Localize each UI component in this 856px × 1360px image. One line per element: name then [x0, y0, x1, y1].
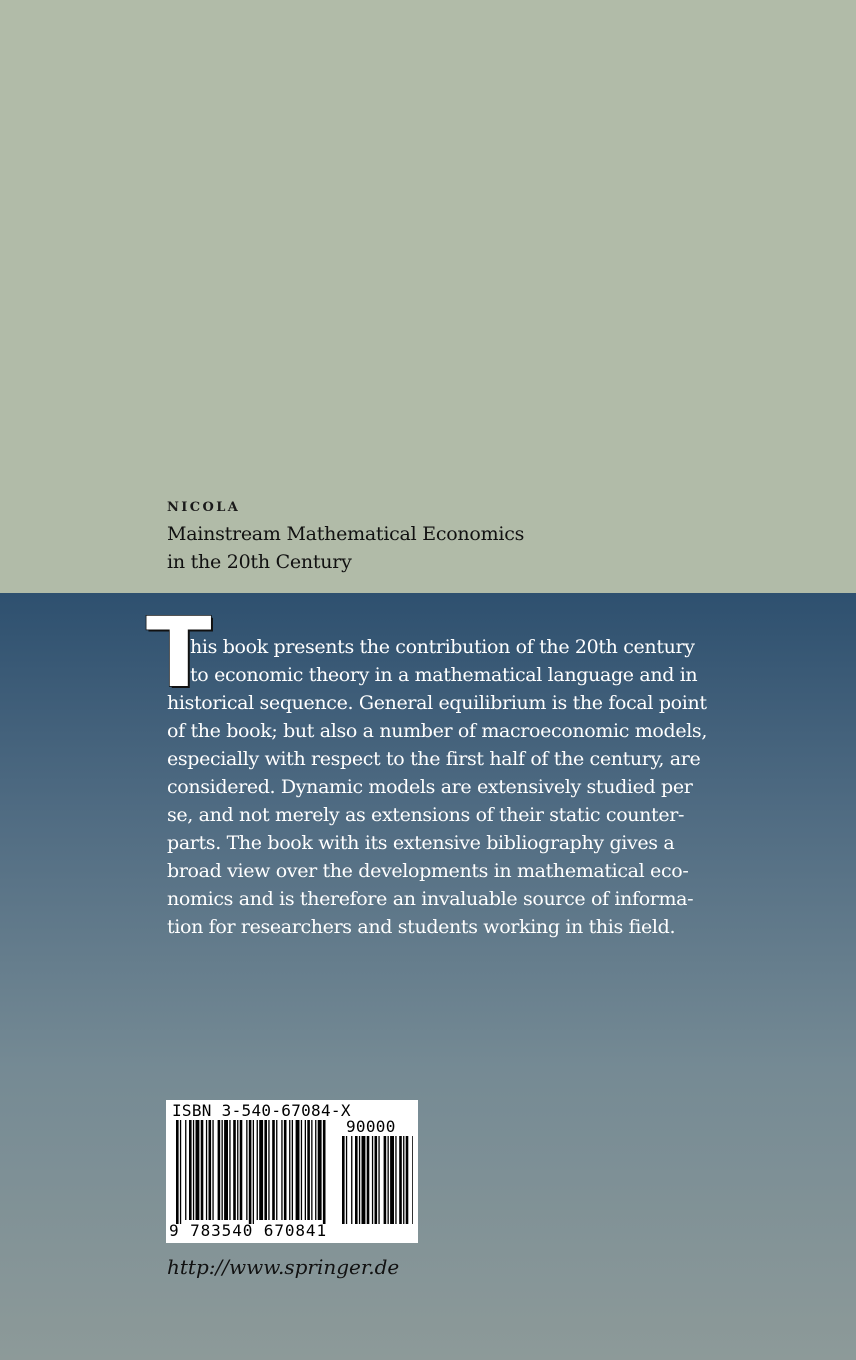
barcode-bar	[276, 1120, 277, 1220]
barcode-bar	[289, 1120, 290, 1220]
barcode-bar	[390, 1136, 394, 1224]
blurb-line: to economic theory in a mathematical language and in	[190, 664, 698, 686]
barcode-bar	[246, 1120, 247, 1220]
barcode-bar	[388, 1136, 389, 1224]
barcode-bar	[253, 1120, 254, 1224]
barcode-bar	[209, 1120, 212, 1220]
barcode-bar	[240, 1120, 243, 1220]
barcode-bar	[378, 1136, 379, 1224]
barcode-bar	[237, 1120, 238, 1220]
barcode-bar	[384, 1136, 387, 1224]
barcode-bar	[296, 1120, 300, 1220]
barcode-bar	[346, 1136, 347, 1224]
blurb-line: parts. The book with its extensive bibliography gives a	[167, 832, 675, 854]
barcode-bar	[355, 1136, 358, 1224]
barcode-bar	[264, 1120, 267, 1220]
barcode-bar	[403, 1136, 404, 1224]
blurb-line: historical sequence. General equilibrium is the focal point	[167, 692, 707, 714]
blurb-line: of the book; but also a number of macroeconomic models,	[167, 720, 708, 742]
barcode-bar	[367, 1136, 370, 1224]
barcode-bar	[375, 1136, 378, 1224]
blurb-line: especially with respect to the first half of the century, are	[167, 748, 701, 770]
barcode-bar	[218, 1120, 221, 1220]
barcode-bar	[292, 1120, 293, 1220]
publisher-website: http://www.springer.de	[167, 1255, 400, 1279]
blurb-drop-cap: T	[146, 597, 212, 709]
barcode-bar	[323, 1120, 326, 1224]
barcode-bar	[281, 1120, 282, 1220]
barcode-bar	[301, 1120, 302, 1220]
barcode-bar	[372, 1136, 373, 1224]
barcode-bar	[311, 1120, 312, 1220]
barcode-bar	[185, 1120, 186, 1220]
blurb-line: his book presents the contribution of the 20th century	[190, 636, 695, 658]
cover-top-panel	[0, 0, 856, 593]
barcode-bar	[189, 1120, 192, 1220]
barcode-bar	[212, 1120, 213, 1220]
barcode-bar	[284, 1120, 287, 1220]
barcode-bar	[351, 1136, 352, 1224]
barcode-bar	[395, 1136, 396, 1224]
blurb-line: se, and not merely as extensions of their static counter-	[167, 804, 685, 826]
author-name: NICOLA	[167, 500, 241, 515]
barcode-bar	[318, 1120, 322, 1220]
barcode-bar	[222, 1120, 223, 1220]
barcode-bar	[224, 1120, 228, 1220]
barcode-bar	[233, 1120, 236, 1220]
barcode-bar	[315, 1120, 316, 1220]
barcode-bar	[176, 1120, 179, 1224]
blurb-line: broad view over the developments in mathematical eco-	[167, 860, 689, 882]
barcode-bar	[359, 1136, 360, 1224]
barcode-bar	[272, 1120, 275, 1220]
blurb-line: tion for researchers and students working in this field.	[167, 916, 676, 938]
price-addon-digits: 90000	[346, 1117, 396, 1136]
barcode-bar	[412, 1136, 413, 1224]
barcode-bar	[229, 1120, 230, 1220]
barcode-bar	[307, 1120, 310, 1220]
blurb-line: considered. Dynamic models are extensively studied per	[167, 776, 693, 798]
book-title-line-2: in the 20th Century	[167, 551, 352, 573]
barcode-bar	[406, 1136, 409, 1224]
barcode-bar	[249, 1120, 252, 1224]
isbn-number: ISBN 3-540-67084-X	[172, 1101, 351, 1120]
barcode-bar	[257, 1120, 258, 1220]
barcode-bar	[268, 1120, 269, 1220]
barcode-bar	[206, 1120, 207, 1220]
barcode-bar	[362, 1136, 366, 1224]
barcode-bar	[305, 1120, 306, 1220]
isbn-barcode	[166, 1100, 418, 1243]
barcode-bar	[259, 1120, 263, 1220]
blurb-line: nomics and is therefore an invaluable source of informa-	[167, 888, 694, 910]
book-title-line-1: Mainstream Mathematical Economics	[167, 523, 525, 545]
barcode-bar	[193, 1120, 194, 1220]
barcode-bar	[201, 1120, 204, 1220]
barcode-bar	[399, 1136, 402, 1224]
barcode-bar	[196, 1120, 200, 1220]
barcode-bar	[342, 1136, 345, 1224]
ean-digits: 9 783540 670841	[169, 1221, 327, 1240]
barcode-bar	[180, 1120, 181, 1224]
